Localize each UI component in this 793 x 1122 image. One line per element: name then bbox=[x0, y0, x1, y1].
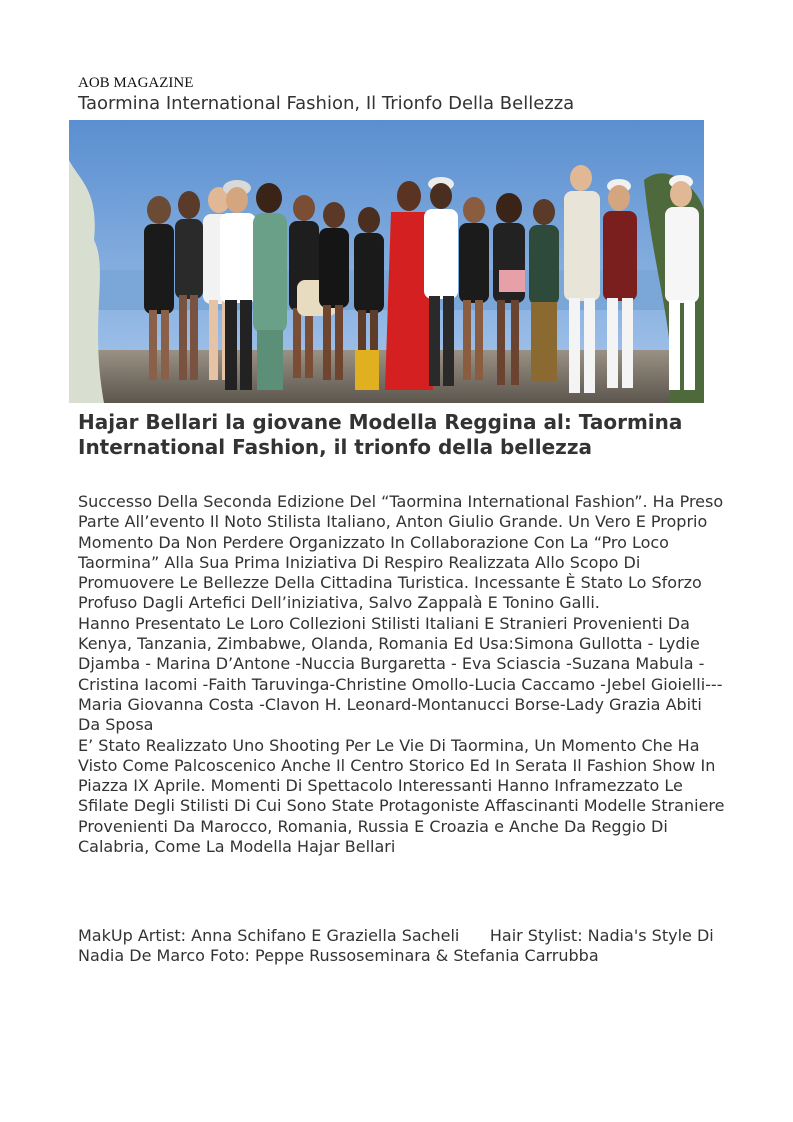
article-paragraph: E’ Stato Realizzato Uno Shooting Per Le Vie Di Taormina, Un Momento Che Ha Visto Come Palcoscenico Anche Il Centro Storico Ed In Serata Il Fashion Show In Piazza IX Aprile. Momenti Di Spettacolo Interessanti Hanno Inframezzato Le Sfilate Degli Stilisti Di Cui Sono State Protagoniste Affascinanti Modelle Straniere Provenienti Da Marocco, Romania, Russia E Croazia e Anche Da Reggio Di Calabria, Come La Modella Hajar Bellari bbox=[78, 735, 725, 857]
article-paragraph: Successo Della Seconda Edizione Del “Taormina International Fashion”. Ha Preso Parte All’evento Il Noto Stilista Italiano, Anton Giulio Grande. Un Vero E Proprio Momento Da Non Perdere Organizzato In Collaborazione Con La “Pro Loco Taormina” Alla Sua Prima Iniziativa Di Respiro Realizzata Allo Scopo Di Promuovere Le Bellezze Della Cittadina Turistica. Incessante È Stato Lo Sforzo Profuso Dagli Artefici Dell’iniziativa, Salvo Zappalà E Tonino Galli. bbox=[78, 492, 724, 613]
credits-text: MakUp Artist: Anna Schifano E Graziella Sacheli Hair Stylist: Nadia's Style Di Nadia De Marco Foto: Peppe Russoseminara & Stefania Carrubba bbox=[78, 926, 719, 965]
magazine-name: AOB MAGAZINE bbox=[78, 75, 194, 91]
article-headline: Hajar Bellari la giovane Modella Reggina al: Taormina International Fashion, il trionfo della bellezza bbox=[78, 410, 683, 459]
article-body bbox=[78, 492, 728, 857]
article-subtitle: Taormina International Fashion, Il Trionfo Della Bellezza bbox=[78, 93, 575, 114]
group-photo bbox=[69, 120, 704, 403]
article-paragraph: Hanno Presentato Le Loro Collezioni Stilisti Italiani E Stranieri Provenienti Da Kenya, Tanzania, Zimbabwe, Olanda, Romania Ed Usa:Simona Gullotta - Lydie Djamba - Marina D’Antone -Nuccia Burgaretta - Eva Sciascia -Suzana Mabula -Cristina Iacomi -Faith Taruvinga-Christine Omollo-Lucia Caccamo -Jebel Gioielli---Maria Giovanna Costa -Clavon H. Leonard-Montanucci Borse-Lady Grazia Abiti Da Sposa bbox=[78, 613, 723, 735]
photo-credits bbox=[78, 926, 728, 966]
